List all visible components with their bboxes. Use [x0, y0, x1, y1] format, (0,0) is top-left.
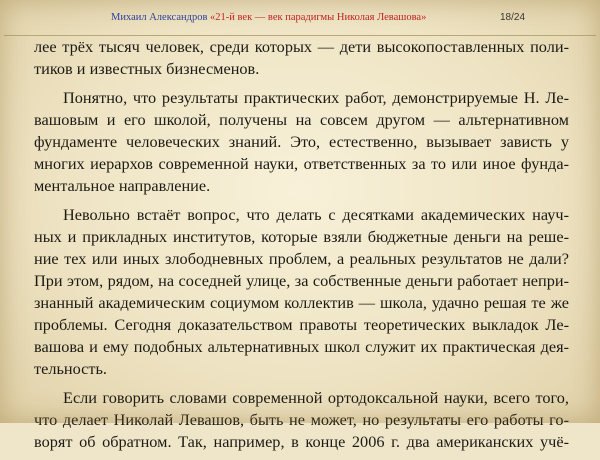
text-line: фундаменте человеческих знаний. Это, естественно, вызывает зависть у [34, 132, 569, 151]
text-line: вашова и ему подобных альтернативных школ служит их практическая дея- [34, 337, 569, 356]
body-text [34, 36, 569, 460]
text-line: многих иерархов современной науки, ответственных за то или иное фунда- [34, 154, 569, 173]
text-line: ние тех или иных злободневных проблем, а реальных результатов не дали? [34, 249, 569, 268]
header-book-title: «21-й век — век парадигмы Николая Левашова» [210, 12, 427, 23]
text-line: тиков и известных бизнесменов. [34, 59, 260, 78]
text-line: знанный академическим социумом коллектив — школа, удачно решая те же [34, 293, 569, 312]
paragraph [34, 204, 569, 380]
page-header [0, 9, 600, 27]
text-line: лее трёх тысяч человек, среди которых — дети высокопоставленных поли- [34, 37, 569, 56]
text-line: ментальное направление. [34, 176, 211, 195]
text-line: тельность. [34, 359, 107, 378]
text-line: Понятно, что результаты практических работ, демонстрируемые Н. Ле- [63, 88, 569, 107]
text-line: проблемы. Сегодня доказательством правоты теоретических выкладок Ле- [34, 315, 569, 334]
paragraph [34, 387, 569, 453]
text-line: ных и прикладных институтов, которые взяли бюджетные деньги на реше- [34, 227, 569, 246]
text-line: что делает Николай Левашов, быть не может, но результаты его работы го- [34, 410, 569, 429]
header-title [111, 12, 426, 23]
text-line: Если говорить словами современной ортодоксальной науки, всего того, [63, 388, 569, 407]
text-line: Невольно встаёт вопрос, что делать с десятками академических науч- [63, 205, 569, 224]
paragraph [34, 87, 569, 197]
text-line: вашовым и его школой, получены на совсем другом — альтернативном [34, 110, 569, 129]
header-author: Михаил Александров [111, 12, 211, 23]
text-line: При этом, рядом, на соседней улице, за собственные деньги работает непри- [34, 271, 569, 290]
page-number: 18/24 [500, 12, 526, 23]
paragraph [34, 36, 569, 80]
text-line: ворят об обратном. Так, например, в конце 2006 г. два американских учё- [34, 432, 569, 451]
